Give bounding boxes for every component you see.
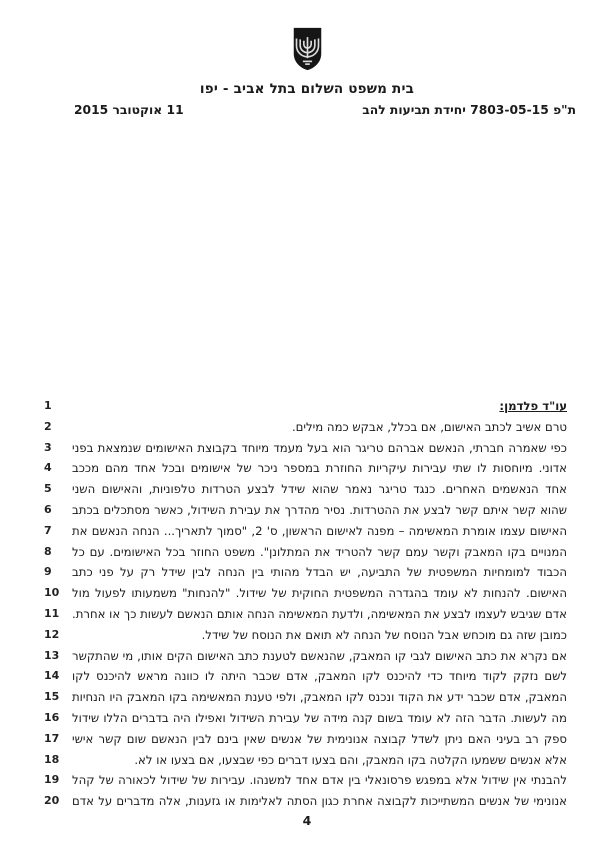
line-number: 10	[44, 586, 60, 600]
line-text: כמובן שזה גם מוכחש אבל הנוסח של הנחה לא תואם את הנוסח של שידל.	[201, 627, 567, 642]
court-name: בית משפט השלום בתל אביב - יפו	[199, 81, 415, 97]
line-number: 17	[44, 731, 60, 745]
transcript-line	[0, 438, 614, 459]
line-number: 5	[44, 482, 52, 496]
line-number: 6	[44, 502, 52, 516]
line-number: 19	[44, 773, 60, 787]
line-text: שהוא קשר איתם קשר לבצע את ההטרדות. נסיר מהדרך את עבירת השידול, כאשר מסתכלים בכתב	[72, 502, 567, 517]
line-number: 15	[44, 690, 60, 704]
document-header	[0, 0, 614, 117]
line-text: כפי שאמרה חברתי, הנאשם אברהם טריגר הוא בעל מעמד מיוחד בקבוצת האישומים שנמצאת בפני	[72, 440, 567, 455]
transcript-line	[0, 521, 614, 542]
line-text: טרם אשיב לכתב האישום, אם בכלל, אבקש כמה מילים.	[291, 419, 567, 434]
line-number: 11	[44, 606, 60, 620]
line-number: 7	[44, 523, 52, 537]
transcript-line	[0, 666, 614, 687]
line-text: אם נקרא את כתב האישום לגבי קו המאבק, שהנאשם לטענת כתב האישום הקים אותו, מי שהתקשר	[72, 648, 567, 663]
line-number: 2	[44, 419, 52, 433]
line-text: לשם נזקק לקוד מיוחד כדי להיכנס לקו המאבק, אדם שכבר היתה לו כוונה מראש להיכנס לקו	[72, 669, 567, 684]
page-number: 4	[302, 813, 312, 828]
line-text: להבנתי אין שידול אלא במפגש פרסונאלי בין אדם אחד למשנהו. עבירות של שידול לכאורה של קהל	[72, 773, 567, 788]
transcript-lines	[0, 396, 614, 812]
line-text: אחד הנאשמים האחרים. כנגד טריגר נאמר שהוא שידל לבצע הטרדות טלפוניות, והאישום השני	[72, 482, 567, 497]
line-number: 18	[44, 752, 60, 766]
line-number: 1	[44, 399, 52, 412]
transcript-line	[0, 791, 614, 812]
line-text: מה לעשות. הדבר הזה לא עומד בשום קנה מידה של עבירת השידול ואפילו היה בדברים הללו שידול	[72, 710, 567, 725]
line-number: 13	[44, 648, 60, 662]
line-number: 3	[44, 440, 52, 454]
transcript-line	[0, 396, 614, 417]
line-text: אדם שגיבש לעצמו לבצע את המאשימה, ולדעת המאשימה הנחה אותם הנאשם לעשות כך או אחרת.	[72, 606, 567, 621]
transcript-line	[0, 646, 614, 667]
transcript-line	[0, 542, 614, 563]
line-text: המאבק, אדם שכבר ידע את הקוד ונכנס לקו המאבק, ולפי טענת המאשימה בקו המאבק היו הנחיות	[72, 690, 567, 705]
line-text: עו"ד פלדמן:	[499, 399, 567, 413]
line-text: אנונימי של אנשים המשתייכות לקבוצה אחרת כגון הסתה לאלימות או גזענות, אלה מדברים על אדם	[72, 794, 567, 809]
transcript-line	[0, 770, 614, 791]
hearing-date: 11 אוקטובר 2015	[74, 103, 184, 117]
line-text: האישום. להנחות לא עומד בהגדרה המשפטית החוקית של שידול. "להנחות" משמעותו לפעול מול	[72, 586, 567, 601]
line-text: הכבוד למומחיות המשפטית של התביעה, יש הבדל מהותי בין הנחה לבין שידל רק על פני כתב	[72, 565, 567, 580]
israel-state-emblem-icon	[291, 26, 324, 72]
transcript-line	[0, 500, 614, 521]
line-number: 20	[44, 794, 60, 808]
line-number: 8	[44, 544, 52, 558]
transcript-line	[0, 562, 614, 583]
transcript-line	[0, 687, 614, 708]
line-number: 4	[44, 461, 52, 475]
transcript-line	[0, 583, 614, 604]
transcript-line	[0, 604, 614, 625]
transcript-line	[0, 750, 614, 771]
transcript-line	[0, 708, 614, 729]
transcript-line	[0, 458, 614, 479]
line-text: אדוני. מיוחסות לו שתי עבירות עיקריות החוזרת במספר ניכר של אישומים ובכל אחד מהם מככב	[72, 461, 567, 476]
line-number: 12	[44, 627, 60, 641]
transcript-line	[0, 729, 614, 750]
line-number: 16	[44, 710, 60, 724]
line-text: המנויים בקו המאבק וקשר עמם קשר להטריד את המתלונן". משפט החוזר בכל האישומים. עם כל	[72, 544, 567, 559]
transcript-line	[0, 479, 614, 500]
line-text: ספק רב בעיני האם ניתן לשדל קבוצה אנונימית של אנשים שאין בינם לבין הנאשם שום קשר אישי	[72, 731, 567, 746]
case-info-row	[0, 97, 614, 117]
transcript-line	[0, 417, 614, 438]
line-text: אלא אנשים ששמעו הקלטה בקו המאבק, והם בצעו דברים כפי שבצעו, אם בצעו או לא.	[134, 752, 567, 767]
transcript-line	[0, 625, 614, 646]
line-number: 9	[44, 565, 52, 579]
line-text: האישום עצמו אומרת המאשימה – מפנה לאישום הראשון, ס' 2, "סמוך לתאריך... הנחה הנאשם את	[72, 523, 567, 538]
line-number: 14	[44, 669, 60, 683]
case-reference: ת"פ 7803-05-15 יחידת תביעות להב	[362, 103, 576, 117]
